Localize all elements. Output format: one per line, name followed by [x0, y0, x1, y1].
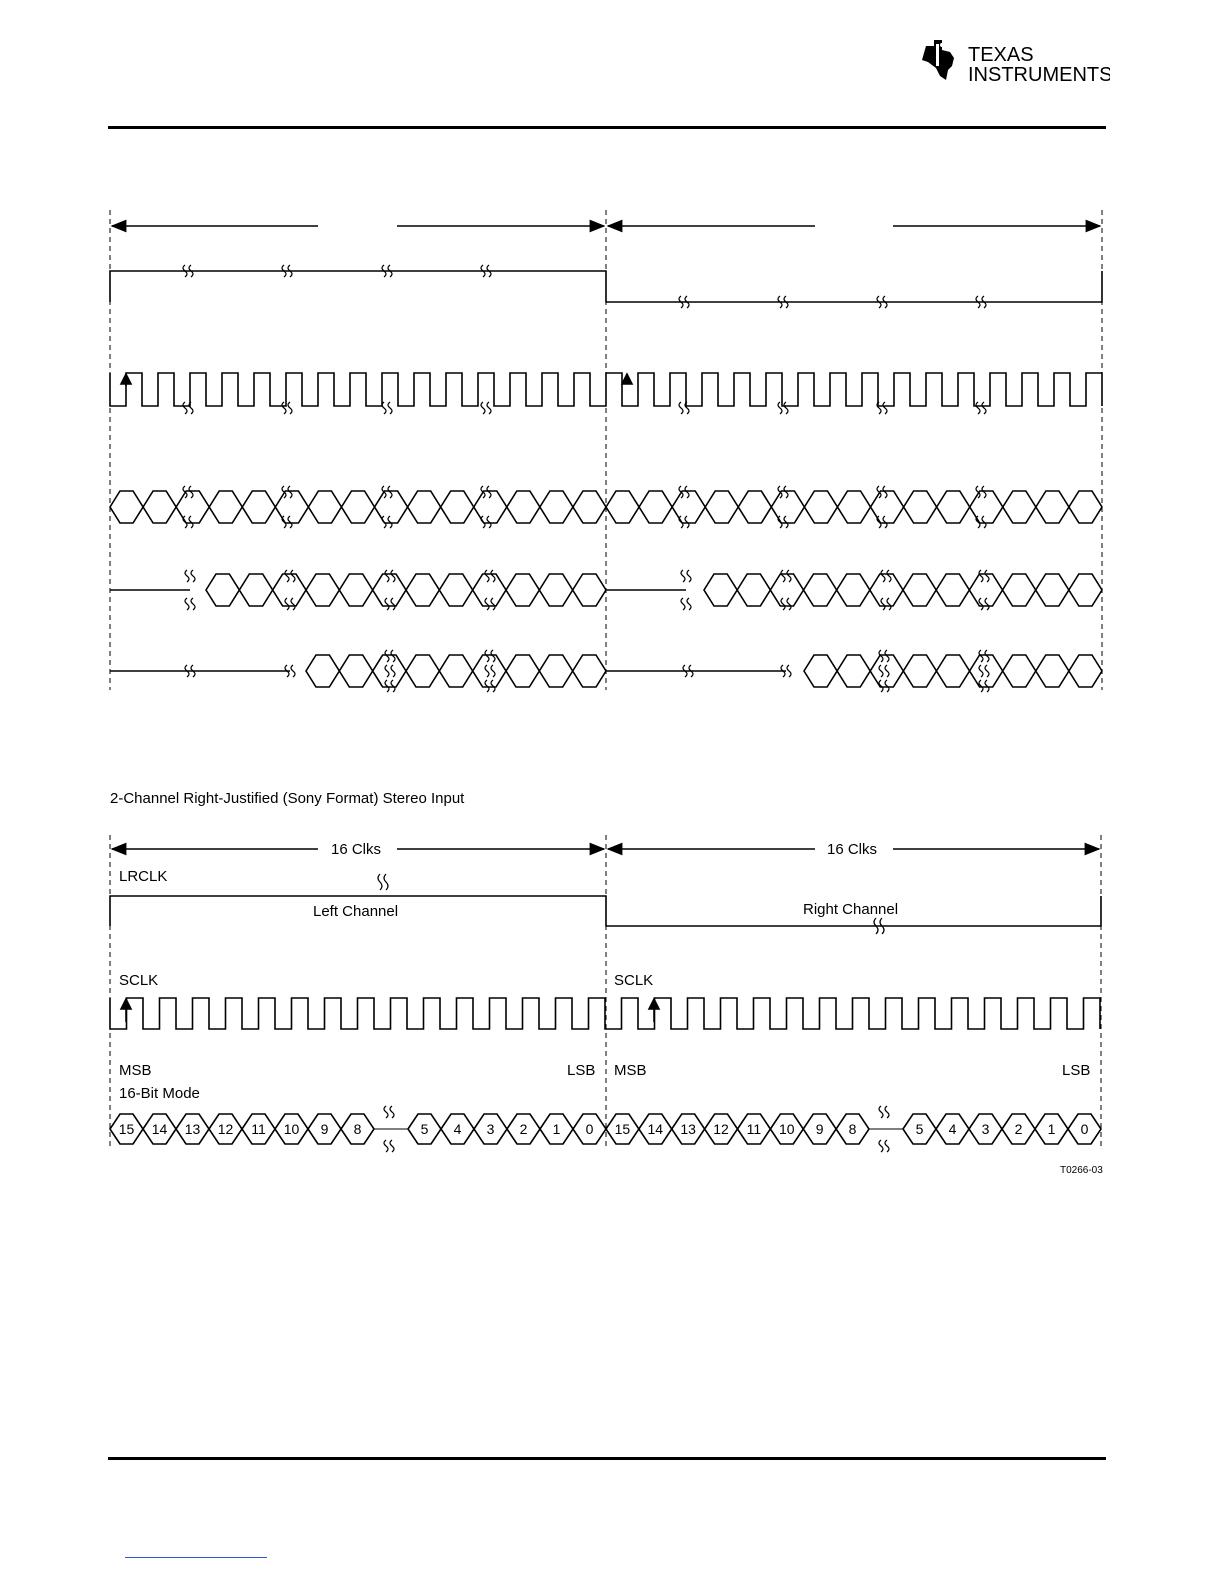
break-mark — [885, 1140, 889, 1152]
break-mark — [885, 665, 889, 677]
sony-timing-diagram — [110, 835, 1101, 1152]
upper-data-cell — [507, 491, 540, 523]
break-mark — [481, 486, 485, 498]
break-mark — [685, 486, 689, 498]
bit-label-left-0: 15 — [118, 1121, 135, 1137]
figure-id: T0266-03 — [1060, 1165, 1103, 1176]
left-channel-label: Left Channel — [313, 903, 399, 920]
break-mark — [883, 402, 887, 414]
break-mark — [185, 570, 189, 582]
mode-label: 16-Bit Mode — [119, 1085, 200, 1102]
break-mark — [784, 486, 788, 498]
break-mark — [784, 402, 788, 414]
upper-data-cell — [1003, 574, 1036, 606]
upper-data-cell — [804, 491, 837, 523]
break-mark — [185, 598, 189, 610]
break-mark — [487, 402, 491, 414]
upper-sclk-wave — [110, 373, 1102, 406]
break-mark — [982, 516, 986, 528]
break-mark — [885, 650, 889, 662]
upper-data-cell — [506, 574, 539, 606]
right-channel-label: Right Channel — [803, 901, 899, 918]
break-mark — [885, 680, 889, 692]
break-mark — [384, 1106, 388, 1118]
break-mark — [291, 598, 295, 610]
break-mark — [982, 486, 986, 498]
upper-data-cell — [408, 491, 441, 523]
brand-line2: INSTRUMENTS — [968, 64, 1110, 86]
upper-data-cell — [936, 655, 969, 687]
upper-data-cell — [606, 491, 639, 523]
break-mark — [487, 486, 491, 498]
upper-data-cell — [1003, 491, 1036, 523]
upper-data-cell — [737, 574, 770, 606]
upper-data-cell — [339, 574, 372, 606]
upper-data-cell — [209, 491, 242, 523]
break-mark — [787, 598, 791, 610]
right-clks-label: 16 Clks — [827, 841, 878, 858]
break-mark — [881, 570, 885, 582]
upper-data-cell — [904, 491, 937, 523]
bit-label-left-2: 13 — [184, 1121, 201, 1137]
break-mark — [491, 570, 495, 582]
break-mark — [288, 402, 292, 414]
upper-data-cell — [1036, 655, 1069, 687]
break-mark — [390, 1106, 394, 1118]
break-mark — [781, 570, 785, 582]
break-mark — [183, 402, 187, 414]
bit-label-right-4: 11 — [746, 1121, 762, 1137]
upper-data-cell — [573, 491, 606, 523]
upper-data-cell — [1069, 655, 1102, 687]
break-mark — [685, 516, 689, 528]
break-mark — [491, 680, 495, 692]
break-mark — [285, 570, 289, 582]
break-mark — [388, 516, 392, 528]
bit-label-left-11: 2 — [519, 1121, 528, 1137]
upper-data-cell — [110, 491, 143, 523]
break-mark — [679, 402, 683, 414]
break-mark — [685, 402, 689, 414]
bit-label-right-9: 4 — [948, 1121, 957, 1137]
left-clks-label: 16 Clks — [331, 841, 382, 858]
upper-data-cell — [738, 491, 771, 523]
break-mark — [391, 665, 395, 677]
upper-data-cell — [903, 574, 936, 606]
upper-data-cell — [339, 655, 372, 687]
break-mark — [979, 598, 983, 610]
bit-label-right-8: 5 — [915, 1121, 924, 1137]
break-mark — [879, 665, 883, 677]
break-mark — [985, 570, 989, 582]
break-mark — [979, 665, 983, 677]
upper-data-cell — [406, 574, 439, 606]
upper-data-cell — [1036, 574, 1069, 606]
sclk-label-left: SCLK — [119, 972, 159, 989]
upper-data-cell — [306, 574, 339, 606]
break-mark — [485, 665, 489, 677]
msb-label-right: MSB — [614, 1062, 647, 1079]
bit-label-left-9: 4 — [453, 1121, 462, 1137]
break-mark — [288, 486, 292, 498]
sony-lrclk-wave — [110, 896, 1101, 926]
lsb-label-right: LSB — [1062, 1062, 1091, 1079]
break-mark — [681, 570, 685, 582]
break-mark — [485, 598, 489, 610]
bit-label-right-3: 12 — [713, 1121, 729, 1137]
bit-label-left-7: 8 — [353, 1121, 362, 1137]
upper-data-cell — [903, 655, 936, 687]
break-mark — [787, 570, 791, 582]
break-mark — [384, 1140, 388, 1152]
upper-data-cell — [639, 491, 672, 523]
upper-data-cell — [1003, 655, 1036, 687]
upper-data-cell — [439, 574, 472, 606]
break-mark — [879, 1106, 883, 1118]
upper-data-cell — [341, 491, 374, 523]
upper-data-cell — [705, 491, 738, 523]
break-mark — [985, 665, 989, 677]
break-mark — [189, 402, 193, 414]
upper-data-cell — [206, 574, 239, 606]
bit-label-left-13: 0 — [585, 1121, 594, 1137]
break-mark — [485, 680, 489, 692]
bit-label-right-5: 10 — [779, 1121, 795, 1137]
break-mark — [887, 570, 891, 582]
break-mark — [191, 570, 195, 582]
break-mark — [883, 486, 887, 498]
break-mark — [491, 598, 495, 610]
break-mark — [388, 402, 392, 414]
break-mark — [979, 570, 983, 582]
bit-label-right-10: 3 — [981, 1121, 990, 1137]
upper-break-marks — [183, 265, 989, 692]
brand-line1: TEXAS — [968, 44, 1034, 66]
break-mark — [291, 570, 295, 582]
bit-label-right-2: 13 — [680, 1121, 696, 1137]
break-mark — [391, 570, 395, 582]
upper-data-cell — [143, 491, 176, 523]
break-mark — [491, 650, 495, 662]
upper-data-cell — [375, 491, 408, 523]
break-mark — [787, 665, 791, 677]
bit-label-left-12: 1 — [552, 1121, 561, 1137]
break-mark — [784, 516, 788, 528]
msb-label-left: MSB — [119, 1062, 152, 1079]
break-mark — [385, 650, 389, 662]
bit-label-left-1: 14 — [151, 1121, 168, 1137]
upper-data-cell — [308, 491, 341, 523]
break-mark — [485, 650, 489, 662]
bit-label-right-1: 14 — [647, 1121, 664, 1137]
lsb-label-left: LSB — [567, 1062, 596, 1079]
bit-label-right-6: 9 — [815, 1121, 824, 1137]
bit-label-left-6: 9 — [320, 1121, 329, 1137]
upper-data-cell — [439, 655, 472, 687]
break-mark — [985, 650, 989, 662]
upper-data-cell — [837, 574, 870, 606]
break-mark — [285, 598, 289, 610]
break-mark — [191, 598, 195, 610]
break-mark — [388, 486, 392, 498]
upper-data-cell — [969, 574, 1002, 606]
break-mark — [391, 598, 395, 610]
upper-data-cell — [306, 655, 339, 687]
upper-data-cell — [837, 655, 870, 687]
break-mark — [976, 402, 980, 414]
break-mark — [385, 665, 389, 677]
upper-data-cell — [1069, 491, 1102, 523]
break-mark — [681, 598, 685, 610]
break-mark — [189, 486, 193, 498]
upper-data-cell — [239, 574, 272, 606]
upper-data-cell — [936, 574, 969, 606]
break-mark — [391, 680, 395, 692]
upper-data-cell — [441, 491, 474, 523]
lrclk-label: LRCLK — [119, 868, 168, 885]
break-mark — [879, 1140, 883, 1152]
upper-data-cell — [539, 574, 572, 606]
sclk-label-right: SCLK — [614, 972, 654, 989]
upper-data-cell — [937, 491, 970, 523]
break-mark — [382, 402, 386, 414]
break-mark — [485, 570, 489, 582]
bit-label-left-5: 10 — [283, 1121, 300, 1137]
break-mark — [985, 598, 989, 610]
break-mark — [189, 516, 193, 528]
break-mark — [781, 598, 785, 610]
bit-label-right-0: 15 — [614, 1121, 631, 1137]
break-mark — [291, 665, 295, 677]
break-mark — [391, 650, 395, 662]
break-mark — [481, 402, 485, 414]
break-mark — [883, 516, 887, 528]
upper-data-cell — [242, 491, 275, 523]
upper-data-cell — [573, 574, 606, 606]
break-mark — [481, 516, 485, 528]
sony-sclk-wave — [110, 998, 1100, 1029]
upper-timing-diagram — [110, 210, 1102, 692]
bit-label-right-13: 0 — [1080, 1121, 1089, 1137]
sony-diagram-title: 2-Channel Right-Justified (Sony Format) Stereo Input — [110, 790, 465, 807]
upper-data-cell — [1069, 574, 1102, 606]
upper-data-cell — [506, 655, 539, 687]
break-mark — [985, 680, 989, 692]
bit-label-left-3: 12 — [217, 1121, 234, 1137]
upper-data-cell — [540, 491, 573, 523]
bit-label-right-7: 8 — [848, 1121, 857, 1137]
upper-data-cell — [406, 655, 439, 687]
break-mark — [487, 516, 491, 528]
upper-data-cell — [704, 574, 737, 606]
break-mark — [385, 570, 389, 582]
upper-data-cell — [804, 655, 837, 687]
bit-labels — [119, 1121, 1089, 1137]
upper-data-cell — [539, 655, 572, 687]
break-mark — [885, 1106, 889, 1118]
break-mark — [881, 598, 885, 610]
upper-data-cell — [1036, 491, 1069, 523]
break-mark — [390, 1140, 394, 1152]
break-mark — [382, 516, 386, 528]
break-mark — [687, 570, 691, 582]
bit-label-left-4: 11 — [251, 1121, 266, 1137]
break-mark — [288, 516, 292, 528]
break-mark — [385, 598, 389, 610]
upper-data-cell — [573, 655, 606, 687]
upper-data-cell — [804, 574, 837, 606]
break-mark — [687, 598, 691, 610]
break-mark — [887, 598, 891, 610]
break-mark — [982, 402, 986, 414]
bit-label-left-10: 3 — [486, 1121, 495, 1137]
bit-label-right-12: 1 — [1047, 1121, 1056, 1137]
break-mark — [491, 665, 495, 677]
upper-data-cell — [837, 491, 870, 523]
break-mark — [877, 402, 881, 414]
bit-label-left-8: 5 — [420, 1121, 429, 1137]
break-mark — [382, 486, 386, 498]
bit-label-right-11: 2 — [1014, 1121, 1023, 1137]
break-mark — [385, 680, 389, 692]
